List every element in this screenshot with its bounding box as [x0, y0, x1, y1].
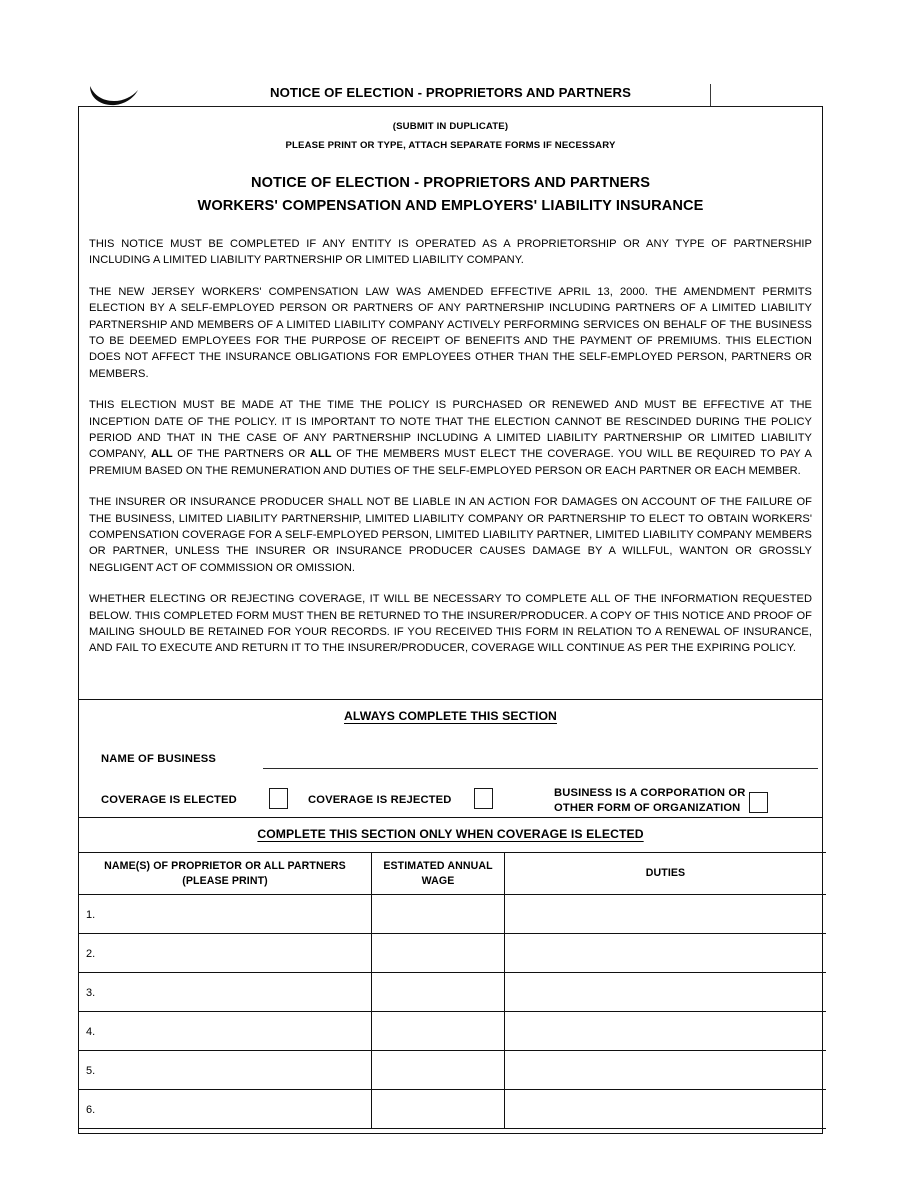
- paragraph-1: THIS NOTICE MUST BE COMPLETED IF ANY ENTITY IS OPERATED AS A PROPRIETORSHIP OR ANY TYPE OF PARTNERSHIP INCLUDING A LIMITED LIABILITY PARTNERSHIP OR LIMITED LIABILITY COMPANY.: [89, 238, 812, 267]
- form-title-line2: WORKERS' COMPENSATION AND EMPLOYERS' LIABILITY INSURANCE: [197, 198, 704, 214]
- row-duties-cell[interactable]: [505, 1012, 827, 1051]
- row-wage-cell[interactable]: [372, 934, 505, 973]
- row-duties-cell[interactable]: [505, 1051, 827, 1090]
- row-name-cell[interactable]: [79, 1090, 372, 1129]
- form-body: [78, 106, 823, 1134]
- business-corporation-label-line1: BUSINESS IS A CORPORATION OR: [554, 787, 746, 799]
- paragraph-2: THE NEW JERSEY WORKERS' COMPENSATION LAW WAS AMENDED EFFECTIVE APRIL 13, 2000. THE AMENDMENT PERMITS ELECTION BY A SELF-EMPLOYED PERSON OR PARTNERS OF ANY PARTNERSHIP INCLUDING PARTNERS OF A LIMITED LIABILITY PARTNERSHIP AND MEMBERS OF A LIMITED LIABILITY COMPANY ACTIVELY PERFORMING SERVICES ON BEHALF OF THE BUSINESS TO BE DEEMED EMPLOYEES FOR THE PURPOSE OF RECEIPT OF BENEFITS AND THE PAYMENT OF PREMIUMS. THIS ELECTION DOES NOT AFFECT THE INSURANCE OBLIGATIONS FOR EMPLOYEES OTHER THAN THE SELF-EMPLOYED PERSON, PARTNERS OR MEMBERS.: [89, 286, 812, 380]
- table-row: [79, 895, 826, 934]
- proprietors-table: [79, 852, 822, 1129]
- row-name-cell[interactable]: [79, 1012, 372, 1051]
- row-duties-cell[interactable]: [505, 973, 827, 1012]
- row-name-cell[interactable]: [79, 973, 372, 1012]
- masthead-title: NOTICE OF ELECTION - PROPRIETORS AND PARTNERS: [269, 85, 632, 100]
- row-number: 3.: [86, 987, 96, 999]
- table-row: [79, 1012, 826, 1051]
- business-corporation-label-line2: OTHER FORM OF ORGANIZATION: [554, 802, 741, 814]
- column-header-wage-line2: WAGE: [421, 874, 455, 887]
- row-wage-cell[interactable]: [372, 1012, 505, 1051]
- column-header-duties: DUTIES: [505, 853, 827, 895]
- row-duties-cell[interactable]: [505, 1090, 827, 1129]
- row-name-cell[interactable]: [79, 895, 372, 934]
- table-row: [79, 1090, 826, 1129]
- submit-in-duplicate-note: (SUBMIT IN DUPLICATE): [392, 121, 509, 132]
- notice-text-block: [79, 236, 822, 657]
- column-header-names-line2: (PLEASE PRINT): [182, 874, 268, 887]
- paragraph-3: [89, 397, 812, 478]
- table-body: [79, 895, 826, 1129]
- row-name-cell[interactable]: [79, 1051, 372, 1090]
- paragraph-4: THE INSURER OR INSURANCE PRODUCER SHALL NOT BE LIABLE IN AN ACTION FOR DAMAGES ON ACCOUNT OF THE FAILURE OF THE BUSINESS, LIMITED LIABILITY PARTNERSHIP, LIMITED LIABILITY COMPANY OR PARTNERSHIP TO ELECT TO OBTAIN WORKERS' COMPENSATION COVERAGE FOR A SELF-EMPLOYED PERSON, LIMITED LIABILITY PARTNER, LIMITED LIABILITY COMPANY MEMBERS OR PARTNER, UNLESS THE INSURER OR INSURANCE PRODUCER CAUSES DAMAGE BY A WILLFUL, WANTON OR GROSSLY NEGLIGENT ACT OF COMMISSION OR OMISSION.: [89, 496, 812, 574]
- paragraph-3-part-a: THIS ELECTION MUST BE MADE AT THE TIME THE POLICY IS PURCHASED OR RENEWED AND MUST BE EFFECTIVE AT THE INCEPTION DATE OF THE POLICY. IT IS IMPORTANT TO NOTE THAT THE ELECTION CANNOT BE RESCINDED DURING THE POLICY PERIOD AND THAT IN THE CASE OF ANY PARTNERSHIP INCLUDING A LIMITED LIABILITY PARTNERSHIP OR LIMITED LIABILITY COMPANY,: [89, 399, 812, 461]
- row-wage-cell[interactable]: [372, 1090, 505, 1129]
- row-name-cell[interactable]: [79, 934, 372, 973]
- row-number: 6.: [86, 1104, 96, 1116]
- name-of-business-input[interactable]: [263, 768, 818, 769]
- row-number: 5.: [86, 1065, 96, 1077]
- form-title-line1: NOTICE OF ELECTION - PROPRIETORS AND PARTNERS: [250, 175, 651, 191]
- row-number: 2.: [86, 948, 96, 960]
- paragraph-3-part-c: OF THE MEMBERS MUST ELECT THE COVERAGE. YOU WILL BE REQUIRED TO PAY A PREMIUM BASED ON THE REMUNERATION AND DUTIES OF THE SELF-EMPLOYED PERSON OR EACH PARTNER OR EACH MEMBER.: [89, 448, 812, 477]
- coverage-rejected-checkbox[interactable]: [474, 788, 493, 809]
- coverage-rejected-label: COVERAGE IS REJECTED: [308, 794, 452, 806]
- coverage-elected-label: COVERAGE IS ELECTED: [101, 794, 237, 806]
- table-header-row: [79, 853, 826, 895]
- print-or-type-note: PLEASE PRINT OR TYPE, ATTACH SEPARATE FORMS IF NECESSARY: [285, 140, 616, 151]
- row-number: 1.: [86, 909, 96, 921]
- business-corporation-checkbox[interactable]: [749, 792, 768, 813]
- table-row: [79, 973, 826, 1012]
- table-row: [79, 934, 826, 973]
- row-wage-cell[interactable]: [372, 973, 505, 1012]
- paragraph-3-bold-all-2: ALL: [309, 448, 332, 461]
- column-header-names: [79, 853, 372, 895]
- row-wage-cell[interactable]: [372, 895, 505, 934]
- section-divider-2: [79, 817, 822, 818]
- coverage-checkbox-row: [101, 786, 806, 816]
- coverage-elected-heading: COMPLETE THIS SECTION ONLY WHEN COVERAGE IS ELECTED: [257, 827, 644, 841]
- masthead: [78, 84, 823, 108]
- paragraph-3-bold-all-1: ALL: [150, 448, 173, 461]
- row-number: 4.: [86, 1026, 96, 1038]
- masthead-vertical-divider: [710, 84, 711, 106]
- paragraph-3-part-b: OF THE PARTNERS OR: [172, 448, 310, 461]
- row-duties-cell[interactable]: [505, 895, 827, 934]
- column-header-wage: [372, 853, 505, 895]
- column-header-wage-line1: ESTIMATED ANNUAL: [383, 860, 493, 872]
- column-header-names-line1: NAME(S) OF PROPRIETOR OR ALL PARTNERS: [104, 860, 346, 872]
- row-duties-cell[interactable]: [505, 934, 827, 973]
- coverage-elected-checkbox[interactable]: [269, 788, 288, 809]
- table-row: [79, 1051, 826, 1090]
- row-wage-cell[interactable]: [372, 1051, 505, 1090]
- name-of-business-label: NAME OF BUSINESS: [101, 753, 217, 765]
- name-of-business-row: [101, 751, 806, 771]
- always-complete-heading: ALWAYS COMPLETE THIS SECTION: [344, 709, 557, 723]
- paragraph-5: WHETHER ELECTING OR REJECTING COVERAGE, IT WILL BE NECESSARY TO COMPLETE ALL OF THE INFORMATION REQUESTED BELOW. THIS COMPLETED FORM MUST THEN BE RETURNED TO THE INSURER/PRODUCER. A COPY OF THIS NOTICE AND PROOF OF MAILING SHOULD BE RETAINED FOR YOUR RECORDS. IF YOU RECEIVED THIS FORM IN RELATION TO A RENEWAL OF INSURANCE, AND FAIL TO EXECUTE AND RETURN IT TO THE INSURER/PRODUCER, COVERAGE WILL CONTINUE AS PER THE EXPIRING POLICY.: [89, 593, 812, 655]
- section-divider-1: [79, 699, 822, 700]
